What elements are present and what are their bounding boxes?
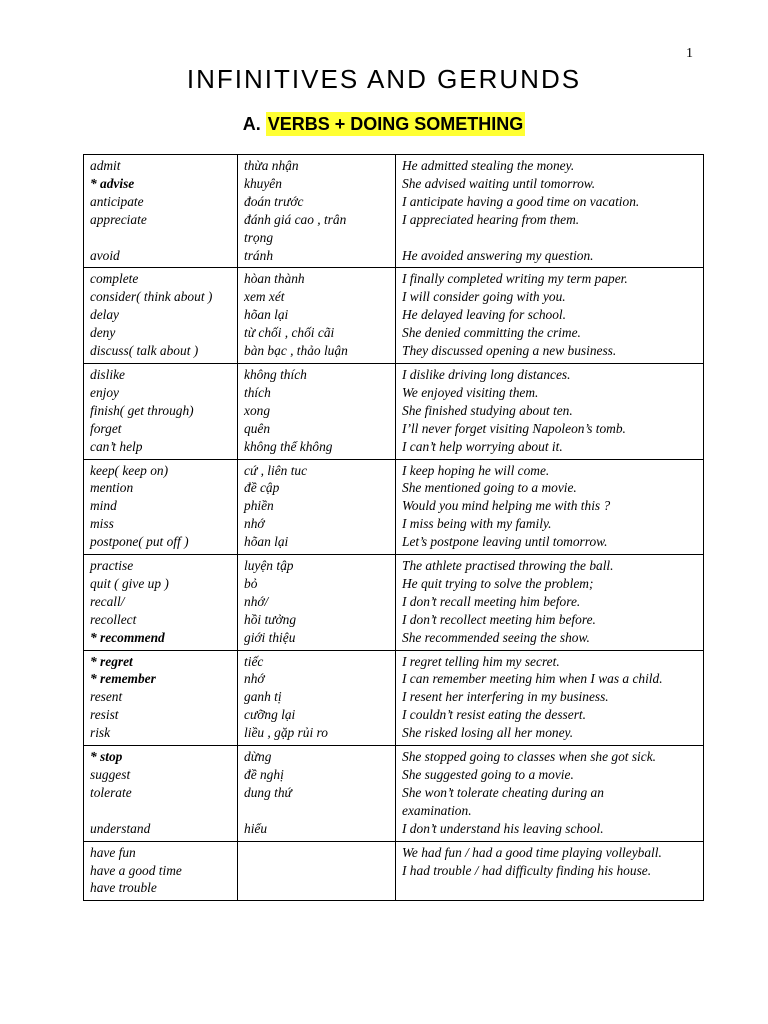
meaning-line: bàn bạc , thảo luận <box>244 343 348 359</box>
section-heading <box>0 114 768 135</box>
meaning-line: hiểu <box>244 820 268 836</box>
example-line: She denied committing the crime. <box>402 325 581 341</box>
example-line: I had trouble / had difficulty finding his house. <box>402 862 652 878</box>
meaning-line: không thích <box>244 366 307 382</box>
meaning-line: đề cập <box>244 480 280 496</box>
table-row <box>84 746 704 842</box>
example-cell <box>396 555 704 651</box>
verb-line: deny <box>90 325 116 341</box>
example-line: She mentioned going to a movie. <box>402 480 577 496</box>
example-line: He admitted stealing the money. <box>402 158 575 173</box>
meaning-line: liều , gặp rủi ro <box>244 725 328 741</box>
example-line <box>402 229 697 247</box>
section-highlight: VERBS + DOING SOMETHING <box>267 114 524 134</box>
table-row <box>84 555 704 651</box>
verb-cell <box>84 155 238 268</box>
example-cell <box>396 155 704 268</box>
verb-cell <box>84 650 238 746</box>
verb-line: recall/ <box>90 593 125 609</box>
example-line: I can remember meeting him when I was a child. <box>402 671 663 687</box>
meaning-cell <box>238 841 396 901</box>
verb-line <box>90 802 231 820</box>
meaning-cell <box>238 155 396 268</box>
example-line: I’ll never forget visiting Napoleon’s tomb. <box>402 420 626 436</box>
example-cell <box>396 746 704 842</box>
example-cell <box>396 650 704 746</box>
verb-line: tolerate <box>90 784 132 800</box>
meaning-cell <box>238 650 396 746</box>
example-line: I anticipate having a good time on vacation. <box>402 193 640 209</box>
verb-cell <box>84 841 238 901</box>
meaning-line: hõan lại <box>244 534 289 550</box>
verb-line: recollect <box>90 611 137 627</box>
example-line: I regret telling him my secret. <box>402 653 560 669</box>
example-line: Let’s postpone leaving until tomorrow. <box>402 534 608 550</box>
verb-line: miss <box>90 516 114 532</box>
verb-line: forget <box>90 420 122 436</box>
example-line: I finally completed writing my term paper. <box>402 271 628 287</box>
example-line: examination. <box>402 802 472 818</box>
table-row <box>84 268 704 364</box>
verb-line: * regret <box>90 653 133 669</box>
verb-cell <box>84 555 238 651</box>
verb-line: resent <box>90 689 123 705</box>
verb-line: * stop <box>90 749 123 765</box>
verb-line: postpone( put off ) <box>90 534 189 550</box>
example-line: I dislike driving long distances. <box>402 366 571 382</box>
meaning-line: hồi tưởng <box>244 611 297 627</box>
verb-line: admit <box>90 158 121 173</box>
example-cell <box>396 841 704 901</box>
meaning-line: nhớ/ <box>244 593 269 609</box>
meaning-line: đoán trước <box>244 193 304 209</box>
meaning-cell <box>238 459 396 555</box>
meaning-line: dung thứ <box>244 784 292 800</box>
verb-line: discuss( talk about ) <box>90 343 199 359</box>
meaning-cell <box>238 746 396 842</box>
example-line: She stopped going to classes when she got sick. <box>402 749 657 765</box>
verb-line: have trouble <box>90 880 157 896</box>
verb-line: resist <box>90 707 119 723</box>
table-row <box>84 459 704 555</box>
example-line: I will consider going with you. <box>402 289 566 305</box>
example-line: She suggested going to a movie. <box>402 767 574 782</box>
verb-line: risk <box>90 725 111 741</box>
example-line: I don’t recall meeting him before. <box>402 593 581 609</box>
meaning-line: không thể không <box>244 438 333 454</box>
meaning-line: đề nghị <box>244 767 284 782</box>
example-line: I don’t recollect meeting him before. <box>402 611 596 627</box>
table-row <box>84 363 704 459</box>
example-line: I don’t understand his leaving school. <box>402 820 604 836</box>
verb-line: keep( keep on) <box>90 462 169 478</box>
example-line: I appreciated hearing from them. <box>402 211 580 227</box>
example-line: We had fun / had a good time playing volleyball. <box>402 844 662 860</box>
verb-cell <box>84 268 238 364</box>
example-line: He delayed leaving for school. <box>402 307 566 323</box>
verb-line: consider( think about ) <box>90 289 213 305</box>
verb-line: mind <box>90 498 117 514</box>
example-line: I keep hoping he will come. <box>402 462 550 478</box>
meaning-cell <box>238 268 396 364</box>
meaning-line: luyện tập <box>244 558 294 574</box>
verb-line: quit ( give up ) <box>90 575 169 591</box>
meaning-line: thích <box>244 384 271 400</box>
meaning-line: đánh giá cao , trân <box>244 211 347 227</box>
example-line: She risked losing all her money. <box>402 725 574 741</box>
meaning-line: khuyên <box>244 175 282 191</box>
verb-cell <box>84 459 238 555</box>
verb-cell <box>84 363 238 459</box>
example-line: We enjoyed visiting them. <box>402 384 539 400</box>
example-line: They discussed opening a new business. <box>402 343 617 359</box>
verb-line: have fun <box>90 844 136 860</box>
example-line: She finished studying about ten. <box>402 402 573 418</box>
verb-line: * advise <box>90 175 135 191</box>
meaning-line: trọng <box>244 229 274 245</box>
verb-line: suggest <box>90 767 131 782</box>
verb-line: complete <box>90 271 139 287</box>
meaning-line: từ chối , chối cãi <box>244 325 335 341</box>
verb-line: understand <box>90 820 151 836</box>
meaning-cell <box>238 555 396 651</box>
verb-line: practise <box>90 558 134 574</box>
meaning-line: quên <box>244 420 271 436</box>
example-line: She recommended seeing the show. <box>402 629 590 645</box>
meaning-line: thừa nhận <box>244 158 299 173</box>
example-line: I miss being with my family. <box>402 516 552 532</box>
meaning-cell <box>238 363 396 459</box>
section-prefix: A. <box>242 114 266 134</box>
example-line: I can’t help worrying about it. <box>402 438 563 454</box>
verb-line: anticipate <box>90 193 144 209</box>
meaning-line: nhớ <box>244 516 265 532</box>
verb-table <box>83 154 704 901</box>
meaning-line: giới thiệu <box>244 629 296 645</box>
example-line: He quit trying to solve the problem; <box>402 575 594 591</box>
verb-line: enjoy <box>90 384 119 400</box>
meaning-line: cứ , liên tuc <box>244 462 308 478</box>
verb-line: have a good time <box>90 862 182 878</box>
example-line: The athlete practised throwing the ball. <box>402 558 614 574</box>
meaning-line: dừng <box>244 749 272 765</box>
table-row <box>84 650 704 746</box>
example-line: Would you mind helping me with this ? <box>402 498 611 514</box>
verb-cell <box>84 746 238 842</box>
verb-line: can’t help <box>90 438 143 454</box>
meaning-line <box>244 802 389 820</box>
meaning-line: ganh tị <box>244 689 282 705</box>
example-line: She advised waiting until tomorrow. <box>402 175 596 191</box>
example-cell <box>396 363 704 459</box>
verb-line: appreciate <box>90 211 147 227</box>
meaning-line: tiếc <box>244 653 264 669</box>
document-title: INFINITIVES AND GERUNDS <box>186 64 582 94</box>
meaning-line: xem xét <box>244 289 285 305</box>
verb-line: dislike <box>90 366 125 382</box>
example-line: He avoided answering my question. <box>402 247 594 263</box>
table-row <box>84 841 704 901</box>
meaning-line: bỏ <box>244 575 258 591</box>
example-cell <box>396 459 704 555</box>
meaning-line: phiền <box>244 498 274 514</box>
verb-line: delay <box>90 307 119 323</box>
meaning-line: cưỡng lại <box>244 707 296 723</box>
meaning-line: hõan lại <box>244 307 289 323</box>
verb-line: mention <box>90 480 134 496</box>
meaning-line: tránh <box>244 247 274 263</box>
table-row <box>84 155 704 268</box>
meaning-line: hòan thành <box>244 271 305 287</box>
meaning-line: nhớ <box>244 671 265 687</box>
example-line: I resent her interfering in my business. <box>402 689 609 705</box>
example-line: I couldn’t resist eating the dessert. <box>402 707 586 723</box>
verb-line: * recommend <box>90 629 165 645</box>
verb-line: finish( get through) <box>90 402 194 418</box>
page-number: 1 <box>686 46 693 61</box>
verb-line: avoid <box>90 247 120 263</box>
verb-line: * remember <box>90 671 156 687</box>
verb-line <box>90 229 231 247</box>
example-cell <box>396 268 704 364</box>
example-line: She won’t tolerate cheating during an <box>402 784 604 800</box>
meaning-line: xong <box>244 402 271 418</box>
